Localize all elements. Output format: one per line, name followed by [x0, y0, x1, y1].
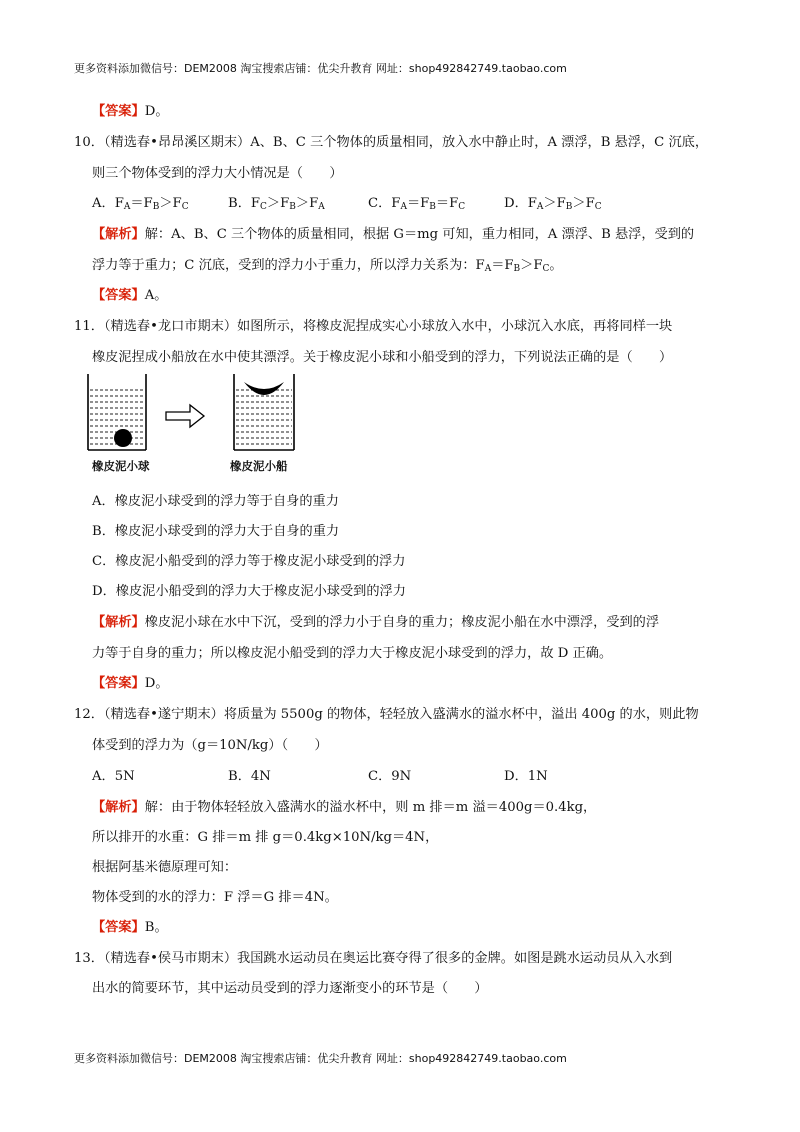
answer-text: D。	[144, 676, 169, 691]
answer-label: 【答案】	[92, 288, 145, 303]
analysis-label: 【解析】	[92, 227, 145, 242]
q13-stem-line1: 13．（精选春•侯马市期末）我国跳水运动员在奥运比赛夺得了很多的金牌。如图是跳水运动员从入水到	[74, 951, 673, 966]
q10-option-d: D．$F_A>F_B>F_C$	[504, 196, 602, 212]
q10-option-b: B．$F_C>F_B>F_A$	[228, 196, 325, 212]
q10-analysis-line2: 浮力等于重力；C 沉底，受到的浮力小于重力，所以浮力关系为：$F_A=F_B>F_C$。	[92, 258, 563, 274]
q12-analysis-line2: 所以排开的水重：G 排＝m 排 g＝0.4kg×10N/kg＝4N，	[92, 830, 439, 845]
analysis-label: 【解析】	[92, 800, 145, 815]
page-footer: 更多资料添加微信号：DEM2008 淘宝搜索店铺：优尖升教育 网址：shop492842749.taobao.com	[74, 1052, 567, 1065]
q10-stem-line1: 10．（精选春•昂昂溪区期末）A、B、C 三个物体的质量相同，放入水中静止时，A 漂浮，B 悬浮，C 沉底，	[74, 135, 709, 150]
q12-option-b: B．4N	[228, 769, 271, 784]
q11-analysis-line1	[92, 611, 659, 630]
q11-option-d: D．橡皮泥小船受到的浮力大于橡皮泥小球受到的浮力	[92, 584, 406, 599]
q12-analysis-line1	[92, 796, 596, 815]
clay-ball	[114, 429, 132, 447]
left-beaker	[88, 374, 146, 450]
arrow-right-icon	[166, 405, 204, 427]
q11-answer	[92, 672, 169, 691]
q10-answer	[92, 284, 167, 303]
q12-analysis-line4: 物体受到的水的浮力：F 浮＝G 排＝4N。	[92, 890, 338, 905]
answer-text: B。	[144, 920, 168, 935]
q11-option-c: C．橡皮泥小船受到的浮力等于橡皮泥小球受到的浮力	[92, 554, 406, 569]
q11-stem-line2: 橡皮泥捏成小船放在水中使其漂浮。关于橡皮泥小球和小船受到的浮力，下列说法正确的是（ ）	[92, 350, 673, 365]
answer-label: 【答案】	[92, 676, 145, 691]
q10-option-c: C．$F_A=F_B=F_C$	[368, 196, 466, 212]
figure-caption-ball: 橡皮泥小球	[92, 459, 150, 473]
analysis-text: 橡皮泥小球在水中下沉，受到的浮力小于自身的重力；橡皮泥小船在水中漂浮，受到的浮	[144, 615, 660, 630]
q12-analysis-line3: 根据阿基米德原理可知：	[92, 860, 238, 875]
clay-boat	[244, 382, 284, 395]
right-beaker	[234, 374, 294, 450]
q12-stem-line1: 12．（精选春•遂宁期末）将质量为 5500g 的物体，轻轻放入盛满水的溢水杯中，溢出 400g 的水，则此物	[74, 707, 699, 722]
q11-analysis-line2: 力等于自身的重力；所以橡皮泥小船受到的浮力大于橡皮泥小球受到的浮力，故 D 正确。	[92, 646, 613, 661]
analysis-text: 解：A、B、C 三个物体的质量相同，根据 G＝mg 可知，重力相同，A 漂浮、B 悬浮，受到的	[144, 227, 695, 242]
analysis-text: 解：由于物体轻轻放入盛满水的溢水杯中，则 m 排＝m 溢＝400g＝0.4kg，	[144, 800, 597, 815]
q11-stem-line1: 11．（精选春•龙口市期末）如图所示，将橡皮泥捏成实心小球放入水中，小球沉入水底，再将同样一块	[74, 319, 673, 334]
q11-figure	[84, 370, 324, 482]
beaker-diagram	[84, 370, 324, 456]
answer-label: 【答案】	[92, 920, 145, 935]
q11-option-b: B．橡皮泥小球受到的浮力大于自身的重力	[92, 524, 340, 539]
answer-text: D。	[144, 104, 169, 119]
q13-stem-line2: 出水的简要环节，其中运动员受到的浮力逐渐变小的环节是（ ）	[92, 981, 488, 996]
q10-stem-line2: 则三个物体受到的浮力大小情况是（ ）	[92, 166, 343, 181]
q12-option-c: C．9N	[368, 769, 412, 784]
answer-text: A。	[144, 288, 168, 303]
q11-option-a: A．橡皮泥小球受到的浮力等于自身的重力	[92, 494, 339, 509]
q10-option-a: A．$F_A=F_B>F_C$	[92, 196, 189, 212]
q9-answer	[92, 100, 169, 119]
page-header: 更多资料添加微信号：DEM2008 淘宝搜索店铺：优尖升教育 网址：shop492842749.taobao.com	[74, 62, 567, 75]
q12-option-d: D．1N	[504, 769, 548, 784]
analysis-label: 【解析】	[92, 615, 145, 630]
q12-answer	[92, 916, 168, 935]
figure-caption-boat: 橡皮泥小船	[230, 459, 288, 473]
q12-stem-line2: 体受到的浮力为（g＝10N/kg）（ ）	[92, 738, 328, 753]
q10-analysis-line1	[92, 223, 694, 242]
q12-option-a: A．5N	[92, 769, 135, 784]
answer-label: 【答案】	[92, 104, 145, 119]
